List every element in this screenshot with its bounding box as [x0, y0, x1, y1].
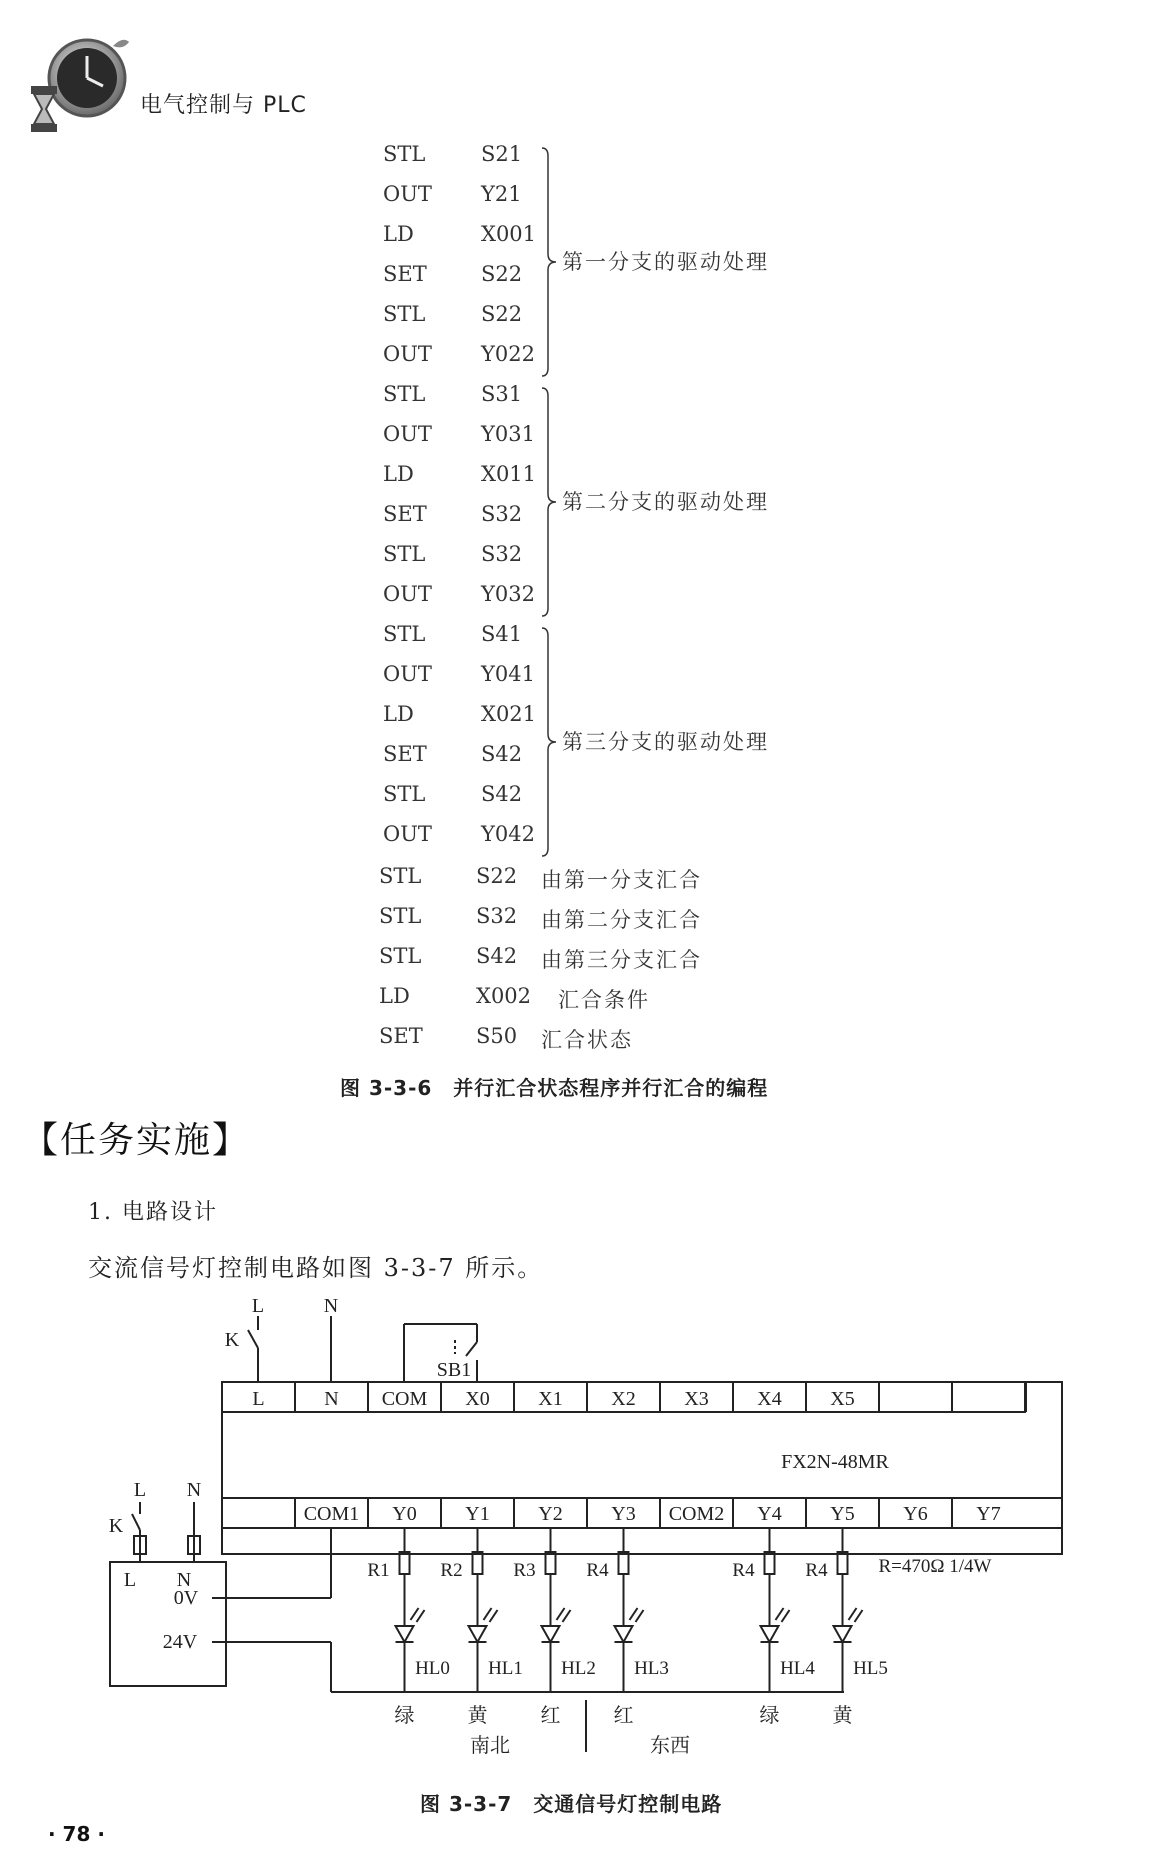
resistor-label: R1: [367, 1560, 390, 1581]
instruction-operand: S21: [481, 142, 523, 166]
instruction-operand: S50: [476, 1024, 518, 1048]
header-title: 电气控制与 PLC: [140, 93, 307, 118]
input-terminal-label: L: [252, 1388, 265, 1410]
led-arrow: [484, 1608, 492, 1620]
instruction-op: STL: [383, 142, 426, 166]
output-terminal-label: Y5: [830, 1503, 855, 1525]
instruction-op: STL: [379, 904, 422, 928]
instruction-comment: 汇合状态: [541, 1028, 633, 1052]
resistor-symbol: [400, 1552, 410, 1574]
lamp-label: HL3: [634, 1658, 669, 1679]
resistor-label: R4: [586, 1560, 609, 1581]
instruction-op: OUT: [383, 182, 432, 206]
group-label-ew: 东西: [650, 1735, 690, 1757]
resistor-symbol: [473, 1552, 483, 1574]
instruction-operand: S32: [476, 904, 518, 928]
instruction-operand: S32: [481, 502, 523, 526]
instruction-op: STL: [383, 782, 426, 806]
output-terminal-label: Y2: [538, 1503, 563, 1525]
led-symbol: [469, 1626, 487, 1642]
resistor-symbol: [838, 1552, 848, 1574]
logo-clock-icon: [25, 28, 135, 132]
led-arrow: [636, 1610, 644, 1622]
instruction-operand: Y042: [481, 822, 535, 846]
instruction-comment: 汇合条件: [558, 988, 650, 1012]
led-arrow: [630, 1608, 638, 1620]
output-terminal-label: COM1: [303, 1503, 360, 1525]
led-symbol: [396, 1626, 414, 1642]
figure-caption-1: 图 3-3-6 并行汇合状态程序并行汇合的编程: [340, 1076, 769, 1100]
instruction-op: STL: [383, 302, 426, 326]
figure-caption-2: 图 3-3-7 交通信号灯控制电路: [420, 1792, 723, 1816]
supply-n-label: N: [323, 1295, 339, 1317]
instruction-operand: S42: [481, 742, 523, 766]
output-terminal-label: Y6: [903, 1503, 928, 1525]
output-terminal-label: Y1: [465, 1503, 490, 1525]
circuit-diagram: [0, 1290, 1157, 1770]
instruction-operand: S31: [481, 382, 523, 406]
lamp-color-label: 黄: [467, 1705, 488, 1727]
instruction-op: STL: [379, 864, 422, 888]
instruction-op: LD: [383, 222, 414, 246]
instruction-op: STL: [383, 622, 426, 646]
led-symbol: [834, 1626, 852, 1642]
psu-n-label: N: [186, 1479, 202, 1501]
instruction-operand: S42: [481, 782, 523, 806]
led-arrow: [849, 1608, 857, 1620]
led-arrow: [782, 1610, 790, 1622]
input-terminal-label: X2: [611, 1388, 636, 1410]
resistor-label: R4: [732, 1560, 755, 1581]
resistor-symbol: [546, 1552, 556, 1574]
input-terminal-label: X0: [465, 1388, 490, 1410]
branch-label: 第三分支的驱动处理: [562, 730, 769, 754]
psu-terminal-l: L: [123, 1569, 137, 1591]
instruction-op: OUT: [383, 422, 432, 446]
output-terminal-label: COM2: [668, 1503, 725, 1525]
instruction-operand: S42: [476, 944, 518, 968]
lamp-label: HL5: [853, 1658, 888, 1679]
instruction-op: LD: [383, 702, 414, 726]
led-arrow: [417, 1610, 425, 1622]
led-arrow: [776, 1608, 784, 1620]
instruction-op: SET: [383, 742, 427, 766]
instruction-operand: Y032: [481, 582, 535, 606]
brace-icon: [538, 146, 564, 378]
instruction-operand: X021: [481, 702, 537, 726]
instruction-operand: S32: [481, 542, 523, 566]
paragraph: 交流信号灯控制电路如图 3-3-7 所示。: [88, 1254, 544, 1282]
brace-icon: [538, 626, 564, 858]
instruction-operand: X011: [481, 462, 537, 486]
instruction-comment: 由第二分支汇合: [541, 908, 702, 932]
branch-label: 第二分支的驱动处理: [562, 490, 769, 514]
input-terminal-label: X4: [757, 1388, 782, 1410]
instruction-op: OUT: [383, 582, 432, 606]
instruction-operand: Y041: [481, 662, 535, 686]
psu-terminal-n: N: [176, 1569, 192, 1591]
instruction-operand: X002: [476, 984, 532, 1008]
led-symbol: [615, 1626, 633, 1642]
psu-l-label: L: [133, 1479, 147, 1501]
lamp-color-label: 绿: [394, 1705, 415, 1727]
instruction-operand: Y031: [481, 422, 535, 446]
psu-0v-label: 0V: [173, 1587, 199, 1609]
instruction-operand: Y21: [481, 182, 522, 206]
input-terminal-label: X3: [684, 1388, 709, 1410]
led-arrow: [411, 1608, 419, 1620]
instruction-comment: 由第一分支汇合: [541, 868, 702, 892]
plc-model-label: FX2N-48MR: [781, 1451, 889, 1473]
input-terminal-label: N: [324, 1388, 339, 1410]
led-arrow: [490, 1610, 498, 1622]
section-title: 【任务实施】: [22, 1120, 251, 1161]
resistor-symbol: [765, 1552, 775, 1574]
instruction-op: OUT: [383, 342, 432, 366]
led-symbol: [761, 1626, 779, 1642]
lamp-label: HL0: [415, 1658, 450, 1679]
led-symbol: [542, 1626, 560, 1642]
lamp-color-label: 红: [613, 1705, 634, 1727]
sb1-label: SB1: [436, 1359, 472, 1381]
page-number: · 78 ·: [48, 1822, 105, 1846]
branch-label: 第一分支的驱动处理: [562, 250, 769, 274]
lamp-label: HL2: [561, 1658, 596, 1679]
instruction-operand: S22: [481, 262, 523, 286]
instruction-op: LD: [383, 462, 414, 486]
instruction-operand: S22: [481, 302, 523, 326]
instruction-operand: S41: [481, 622, 523, 646]
resistor-spec: R=470Ω 1/4W: [878, 1556, 992, 1577]
led-arrow: [563, 1610, 571, 1622]
brace-icon: [538, 386, 564, 618]
instruction-operand: Y022: [481, 342, 535, 366]
lamp-label: HL1: [488, 1658, 523, 1679]
led-arrow: [855, 1610, 863, 1622]
switch-k-label: K: [224, 1329, 240, 1351]
instruction-op: SET: [379, 1024, 423, 1048]
supply-l-label: L: [251, 1295, 265, 1317]
led-arrow: [557, 1608, 565, 1620]
instruction-comment: 由第三分支汇合: [541, 948, 702, 972]
psu-switch-label: K: [108, 1515, 124, 1537]
step-heading: 1. 电路设计: [88, 1200, 218, 1225]
instruction-op: OUT: [383, 662, 432, 686]
output-terminal-label: Y4: [757, 1503, 782, 1525]
instruction-op: STL: [383, 542, 426, 566]
lamp-color-label: 黄: [832, 1705, 853, 1727]
input-terminal-label: COM: [381, 1388, 428, 1410]
resistor-label: R4: [805, 1560, 828, 1581]
input-terminal-label: X1: [538, 1388, 563, 1410]
instruction-operand: X001: [481, 222, 537, 246]
output-terminal-label: Y7: [976, 1503, 1001, 1525]
instruction-op: SET: [383, 502, 427, 526]
instruction-op: STL: [383, 382, 426, 406]
instruction-op: SET: [383, 262, 427, 286]
instruction-op: OUT: [383, 822, 432, 846]
resistor-label: R2: [440, 1560, 463, 1581]
resistor-symbol: [619, 1552, 629, 1574]
input-terminal-label: X5: [830, 1388, 855, 1410]
output-terminal-label: Y0: [392, 1503, 417, 1525]
instruction-op: LD: [379, 984, 410, 1008]
lamp-color-label: 红: [540, 1705, 561, 1727]
lamp-label: HL4: [780, 1658, 815, 1679]
group-label-ns: 南北: [470, 1735, 510, 1757]
psu-24v-label: 24V: [162, 1631, 198, 1653]
lamp-color-label: 绿: [759, 1705, 780, 1727]
instruction-operand: S22: [476, 864, 518, 888]
instruction-op: STL: [379, 944, 422, 968]
output-terminal-label: Y3: [611, 1503, 636, 1525]
resistor-label: R3: [513, 1560, 536, 1581]
